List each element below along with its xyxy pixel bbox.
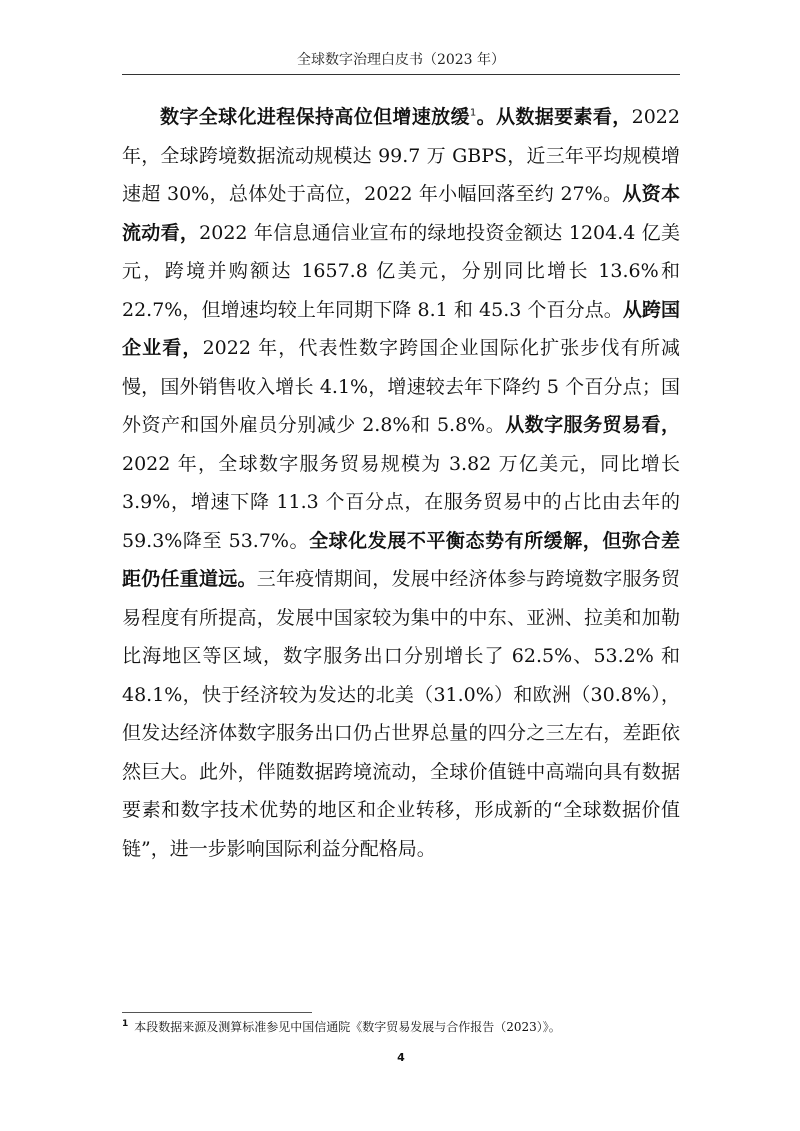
footnote-rule [122,1012,312,1013]
text-data-elements: 2022 年，全球跨境数据流动规模达 99.7 万 GBPS，近三年平均规模增速超 30%，总体处于高位，2022 年小幅回落至约 27%。 [122,106,680,205]
heading-imbalance: 全球化发展不平衡态势有所缓解，但弥合差距仍任重道远。 [122,529,680,590]
heading-multinationals: 从跨国企业看， [122,298,680,359]
heading-data-elements: 。从数据要素看， [476,106,632,128]
header-rule [122,74,680,75]
footnote-mark: 1 [122,1019,129,1029]
footnote-text: 本段数据来源及测算标准参见中国信通院《数字贸易发展与合作报告（2023）》。 [134,1020,561,1034]
text-digital-services-trade: 2022 年，全球数字服务贸易规模为 3.82 万亿美元，同比增长 3.9%，增速下降 11.3 个百分点，在服务贸易中的占比由去年的 59.3%降至 53.7%。 [122,452,680,552]
text-capital-flows: 2022 年信息通信业宣布的绿地投资金额达 1204.4 亿美元，跨境并购额达 1657.8 亿美元，分别同比增长 13.6%和 22.7%，但增速均较上年同期下降 8.1 和 45.3 个百分点。 [122,221,680,321]
page-number: 4 [397,1051,405,1064]
text-imbalance: 三年疫情期间，发展中经济体参与跨境数字服务贸易程度有所提高，发展中国家较为集中的中东、亚洲、拉美和加勒比海地区等区域，数字服务出口分别增长了 62.5%、53.2% 和 48.1%，快于经济较为发达的北美（31.0%）和欧洲（30.8%），但发达经济体数字服务出口仍占世界总量的四分之三左右，差距依然巨大。此外，伴随数据跨境流动，全球价值链中高端向具有数据要素和数字技术优势的地区和企业转移，形成新的“全球数据价值链”，进一步影响国际利益分配格局。 [122,568,680,860]
body-paragraph [122,98,680,868]
text-multinationals: 2022 年，代表性数字跨国企业国际化扩张步伐有所减慢，国外销售收入增长 4.1%，增速较去年下降约 5 个百分点；国外资产和国外雇员分别减少 2.8%和 5.8%。 [122,337,680,436]
heading-digital-services-trade: 从数字服务贸易看， [505,414,680,436]
footnote-reference[interactable]: 1 [469,107,477,119]
footnote [122,1018,680,1036]
heading-capital-flows: 从资本流动看， [122,183,680,244]
heading-digital-globalization: 数字全球化进程保持高位但增速放缓 [160,106,470,128]
running-header: 全球数字治理白皮书（2023 年） [296,52,506,68]
